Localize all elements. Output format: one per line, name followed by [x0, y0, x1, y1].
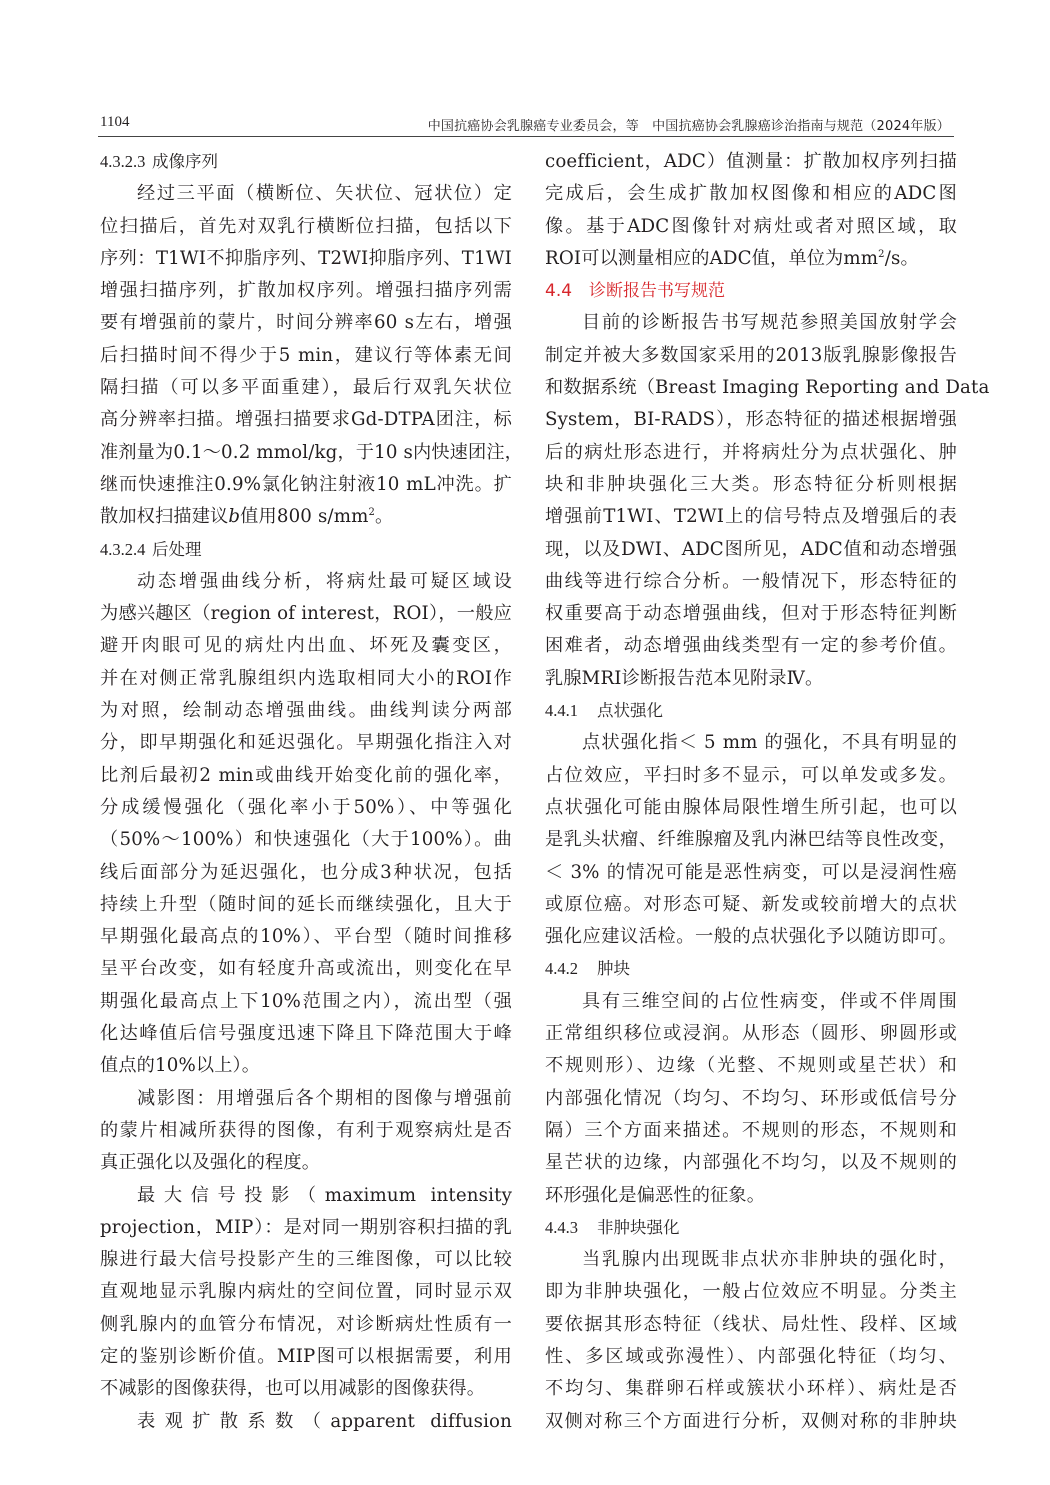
text-line: 正常组织移位或浸润。从形态（圆形、卵圆形或	[545, 1023, 957, 1045]
text-line: 环形强化是偏恶性的征象。	[545, 1184, 766, 1206]
text-line: 不减影的图像获得，也可以用减影的图像获得。	[100, 1378, 486, 1400]
text-line: 早期强化最高点的10%）、平台型（随时间推移	[100, 926, 512, 948]
section-heading-4-4-1	[545, 695, 957, 727]
text-line: （50%～100%）和快速强化（大于100%）。曲	[100, 829, 512, 851]
section-heading-4-3-2-4	[100, 534, 512, 566]
text-line: 和数据系统（Breast Imaging Reporting and Data	[545, 377, 990, 399]
section-number: 4.4	[545, 281, 573, 302]
section-title: 诊断报告书写规范	[589, 281, 725, 302]
text-line: 要依据其形态特征（线状、局灶性、段样、区域	[545, 1313, 957, 1335]
section-number: 4.4.2	[545, 959, 578, 979]
text-line: 隔）三个方面来描述。不规则的形态，不规则和	[545, 1119, 957, 1141]
text-line: 减影图：用增强后各个期相的图像与增强前	[137, 1087, 512, 1109]
paragraph-mip	[100, 1180, 512, 1406]
text-line: 比剂后最初2 min或曲线开始变化前的强化率，	[100, 764, 512, 786]
section-title: 后处理	[152, 539, 202, 559]
text-line: 持续上升型（随时间的延长而继续强化，且大于	[100, 893, 512, 915]
text-line: 制定并被大多数国家采用的2013版乳腺影像报告	[545, 344, 957, 366]
running-title: 中国抗癌协会乳腺癌专业委员会，等 中国抗癌协会乳腺癌诊治指南与规范（2024年版）	[427, 119, 950, 134]
paragraph-focus-enhancement	[545, 727, 957, 953]
text-line: 像。基于ADC图像针对病灶或者对照区域，取	[545, 215, 957, 237]
text-line: 值点的10%以上）。	[100, 1055, 261, 1077]
paragraph-subtraction	[100, 1083, 512, 1180]
text-line: 困难者，动态增强曲线类型有一定的参考价值。	[545, 635, 957, 657]
text-line: 曲线等进行综合分析。一般情况下，形态特征的	[545, 570, 957, 592]
text-line: 化达峰值后信号强度迅速下降且下降范围大于峰	[100, 1023, 512, 1045]
text-line: coefficient，ADC）值测量：扩散加权序列扫描	[545, 151, 957, 172]
text-line: 直观地显示乳腺内病灶的空间位置，同时显示双	[100, 1281, 512, 1303]
text-line: 块和非肿块强化三大类。形态特征分析则根据	[545, 473, 957, 495]
paragraph-mass	[545, 986, 957, 1212]
text-run: ROI可以测量相应的ADC值，单位为mm	[545, 247, 879, 269]
text-line: 定的鉴别诊断价值。MIP图可以根据需要，利用	[100, 1345, 512, 1367]
text-line: 后扫描时间不得少于5 min，建议行等体素无间	[100, 344, 512, 366]
section-number: 4.4.1	[545, 701, 578, 721]
italic-variable: b	[228, 506, 241, 528]
text-line: 乳腺MRI诊断报告范本见附录Ⅳ。	[545, 667, 824, 689]
text-line: 强化应建议活检。一般的点状强化予以随访即可。	[545, 926, 957, 948]
text-line: 完成后，会生成扩散加权图像和相应的ADC图	[545, 183, 957, 205]
text-line: 高分辨率扫描。增强扫描要求Gd-DTPA团注，标	[100, 409, 512, 431]
page-header	[98, 112, 954, 137]
superscript: 2	[878, 248, 885, 260]
text-line: 经过三平面（横断位、矢状位、冠状位）定	[137, 183, 512, 205]
text-line: 真正强化以及强化的程度。	[100, 1152, 321, 1174]
paragraph-adc-start	[100, 1406, 512, 1438]
text-line: 期强化最高点上下10%范围之内），流出型（强	[100, 990, 512, 1012]
section-heading-4-4-2	[545, 953, 957, 985]
text-line: 权重要高于动态增强曲线，但对于形态特征判断	[545, 603, 957, 625]
text-line: 具有三维空间的占位性病变，伴或不伴周围	[582, 990, 957, 1012]
page-number: 1104	[100, 114, 130, 130]
text-line: 现，以及DWI、ADC图所见，ADC值和动态增强	[545, 538, 957, 560]
section-title: 点状强化	[597, 701, 663, 721]
right-column	[545, 146, 990, 1438]
text-line: 分成缓慢强化（强化率小于50%）、中等强化	[100, 796, 512, 818]
text-run: 。	[375, 506, 394, 528]
text-line: 避开肉眼可见的病灶内出血、坏死及囊变区，	[100, 635, 512, 657]
section-number: 4.4.3	[545, 1217, 578, 1237]
section-title: 非肿块强化	[597, 1217, 680, 1237]
text-line: 动态增强曲线分析，将病灶最可疑区域设	[137, 570, 512, 592]
text-line: 双侧对称三个方面进行分析，双侧对称的非肿块	[545, 1410, 957, 1432]
section-title: 成像序列	[152, 152, 218, 171]
text-line: 不均匀、集群卵石样或簇状小环样）、病灶是否	[545, 1378, 957, 1400]
text-line: 最大信号投影（maximum intensity	[137, 1184, 512, 1206]
text-line: 表观扩散系数（apparent diffusion	[137, 1410, 512, 1432]
text-line: 或原位癌。对形态可疑、新发或较前增大的点状	[545, 893, 957, 915]
text-line: 继而快速推注0.9%氯化钠注射液10 mL冲洗。扩	[100, 473, 512, 495]
section-title: 肿块	[597, 959, 630, 979]
text-line: 线后面部分为延迟强化，也分成3种状况，包括	[100, 861, 512, 883]
text-line: 增强扫描序列，扩散加权序列。增强扫描序列需	[100, 280, 512, 302]
text-line: 呈平台改变，如有轻度升高或流出，则变化在早	[100, 958, 512, 980]
paragraph-dynamic-curve	[100, 566, 512, 1083]
paragraph-adc-continued	[545, 146, 957, 275]
text-line: 后的病灶形态进行，并将病灶分为点状强化、肿	[545, 441, 957, 463]
text-line: 要有增强前的蒙片，时间分辨率60 s左右，增强	[100, 312, 512, 334]
text-line: 准剂量为0.1～0.2 mmol/kg，于10 s内快速团注，	[100, 441, 524, 463]
text-line: 性、多区域或弥漫性）、内部强化特征（均匀、	[545, 1345, 957, 1367]
left-column	[100, 146, 524, 1438]
text-line: 目前的诊断报告书写规范参照美国放射学会	[582, 312, 957, 334]
text-line: 不规则形）、边缘（光整、不规则或星芒状）和	[545, 1055, 957, 1077]
text-line: 占位效应，平扫时多不显示，可以单发或多发。	[545, 764, 957, 786]
text-run: 散加权扫描建议	[100, 506, 229, 528]
text-line: 点状强化指＜ 5 mm 的强化，不具有明显的	[582, 732, 957, 754]
text-line: 侧乳腺内的血管分布情况，对诊断病灶性质有一	[100, 1313, 512, 1335]
text-line: 隔扫描（可以多平面重建），最后行双乳矢状位	[100, 377, 512, 399]
text-line: 为对照，绘制动态增强曲线。曲线判读分两部	[100, 700, 512, 722]
paragraph-report-spec	[545, 307, 990, 695]
section-number: 4.3.2.3	[100, 152, 146, 171]
paragraph-non-mass-enhancement	[545, 1244, 957, 1438]
text-line	[100, 501, 512, 533]
text-line: 当乳腺内出现既非点状亦非肿块的强化时，	[582, 1249, 957, 1271]
section-number: 4.3.2.4	[100, 539, 146, 559]
text-run: /s。	[884, 247, 919, 269]
text-line: 内部强化情况（均匀、不均匀、环形或低信号分	[545, 1087, 957, 1109]
text-line	[545, 243, 957, 275]
text-line: 的蒙片相减所获得的图像，有利于观察病灶是否	[100, 1119, 512, 1141]
text-line: 是乳头状瘤、纤维腺瘤及乳内淋巴结等良性改变，	[545, 829, 957, 851]
paragraph-imaging-sequence	[100, 178, 524, 533]
section-heading-4-4-3	[545, 1212, 957, 1244]
text-line: 并在对侧正常乳腺组织内选取相同大小的ROI作	[100, 667, 512, 689]
text-line: 序列：T1WI不抑脂序列、T2WI抑脂序列、T1WI	[100, 247, 512, 269]
text-line: 点状强化可能由腺体局限性增生所引起，也可以	[545, 796, 957, 818]
text-line: projection，MIP）：是对同一期别容积扫描的乳	[100, 1216, 512, 1238]
text-line: 位扫描后，首先对双乳行横断位扫描，包括以下	[100, 215, 512, 237]
text-run: 值用800 s/mm	[240, 506, 369, 528]
text-line: 星芒状的边缘，内部强化不均匀，以及不规则的	[545, 1152, 957, 1174]
text-line: ＜ 3% 的情况可能是恶性病变，可以是浸润性癌	[545, 861, 957, 883]
section-heading-4-4	[545, 275, 957, 307]
section-heading-4-3-2-3	[100, 146, 512, 178]
superscript: 2	[368, 507, 376, 519]
text-line: System，BI-RADS），形态特征的描述根据增强	[545, 409, 957, 431]
text-line: 分，即早期强化和延迟强化。早期强化指注入对	[100, 732, 512, 754]
text-line: 腺进行最大信号投影产生的三维图像，可以比较	[100, 1249, 512, 1271]
text-line: 即为非肿块强化，一般占位效应不明显。分类主	[545, 1281, 957, 1303]
text-line: 为感兴趣区（region of interest，ROI），一般应	[100, 603, 512, 625]
text-line: 增强前T1WI、T2WI上的信号特点及增强后的表	[545, 506, 957, 528]
